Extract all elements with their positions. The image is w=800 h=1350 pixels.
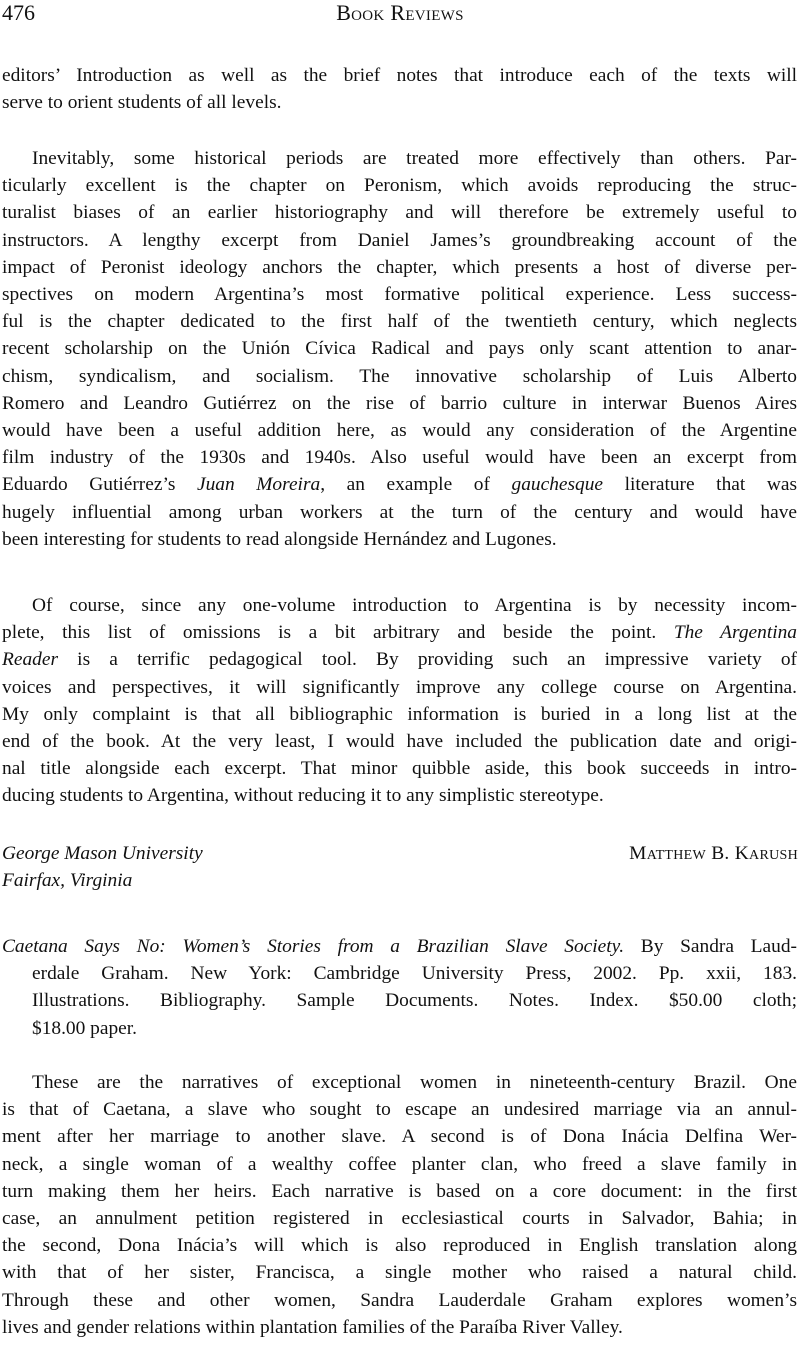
text-line: is that of Caetana, a slave who sought to escape an undesired marriage via an annul- [2, 1099, 797, 1121]
text-segment: literature that was [603, 474, 797, 496]
text-segment: plete, this list of omissions is a bit arbitrary and beside the point. [2, 622, 674, 644]
text-line: These are the narratives of exceptional women in nineteenth-century Brazil. One [32, 1072, 797, 1093]
text-line: spectives on modern Argentina’s most formative political experience. Less success- [2, 284, 797, 306]
text-line [2, 619, 797, 646]
text-line: Romero and Leandro Gutiérrez on the rise of barrio culture in interwar Buenos Aires [2, 392, 797, 414]
text-line: ticularly excellent is the chapter on Peronism, which avoids reproducing the struc- [2, 175, 797, 197]
text-line [2, 646, 797, 673]
text-line: case, an annulment petition registered in ecclesiastical courts in Salvador, Bahia; in [2, 1208, 797, 1230]
book-title-juan-moreira: Juan Moreira [197, 474, 321, 496]
text-line: ment after her marriage to another slave. A second is of Dona Inácia Delfina Wer- [2, 1126, 797, 1148]
text-line: ful is the chapter dedicated to the first half of the twentieth century, which neglects [2, 311, 797, 333]
page-header [0, 0, 800, 26]
text-line: ducing students to Argentina, without reducing it to any simplistic stereotype. [2, 785, 604, 807]
book-title-argentina-reader: The Argentina [673, 622, 798, 644]
text-line: would have been a useful addition here, as would any consideration of the Argentine [2, 420, 797, 442]
text-line: Inevitably, some historical periods are treated more effectively than others. Par- [32, 148, 797, 169]
review-paragraph-1 [2, 62, 797, 116]
reviewer-name: Matthew B. Karush [629, 843, 798, 864]
text-segment: Eduardo Gutiérrez’s [2, 474, 197, 496]
text-line: film industry of the 1930s and 1940s. Also useful would have been an excerpt from [2, 447, 797, 469]
text-line: turalist biases of an earlier historiography and will therefore be extremely useful to [2, 202, 797, 224]
text-line: Of course, since any one-volume introduction to Argentina is by necessity incom- [32, 595, 797, 616]
text-line: instructors. A lengthy excerpt from Daniel James’s groundbreaking account of the [2, 229, 797, 251]
text-line: Illustrations. Bibliography. Sample Documents. Notes. Index. $50.00 cloth; [32, 990, 797, 1012]
text-line: turn making them her heirs. Each narrative is based on a core document: in the first [2, 1180, 797, 1202]
book-title-argentina-reader-cont: Reader [2, 649, 58, 671]
term-gauchesque: gauchesque [511, 474, 604, 496]
book-citation [2, 933, 797, 1042]
text-line: $18.00 paper. [32, 1017, 138, 1039]
text-line: nal title alongside each excerpt. That minor quibble aside, this book succeeds in intro- [2, 758, 797, 780]
text-line: My only complaint is that all bibliographic information is buried in a long list at the [2, 703, 797, 725]
text-line: with that of her sister, Francisca, a single mother who raised a natural child. [2, 1262, 797, 1284]
text-line: recent scholarship on the Unión Cívica Radical and pays only scant attention to anar- [2, 338, 797, 360]
text-line: Through these and other women, Sandra Lauderdale Graham explores women’s [2, 1289, 797, 1311]
text-line: editors’ Introduction as well as the brief notes that introduce each of the texts will [2, 65, 797, 86]
text-line: been interesting for students to read alongside Hernández and Lugones. [2, 528, 557, 550]
text-line [2, 933, 797, 960]
text-segment: is a terrific pedagogical tool. By providing such an impressive variety of [58, 649, 797, 671]
text-line: lives and gender relations within plantation families of the Paraíba River Valley. [2, 1316, 623, 1338]
text-line: neck, a single woman of a wealthy coffee planter clan, who freed a slave family in [2, 1153, 797, 1175]
running-head: Book Reviews [336, 0, 464, 25]
text-line: erdale Graham. New York: Cambridge University Press, 2002. Pp. xxii, 183. [32, 963, 797, 985]
text-segment: By Sandra Laud- [624, 936, 797, 957]
review-paragraph-4 [2, 1069, 797, 1341]
review-paragraph-3 [2, 592, 797, 810]
review-paragraph-2 [2, 145, 797, 553]
text-line: hugely influential among urban workers at the turn of the century and would have [2, 501, 797, 523]
text-line: chism, syndicalism, and socialism. The innovative scholarship of Luis Alberto [2, 365, 797, 387]
text-line [2, 471, 797, 498]
book-title-caetana: Caetana Says No: Women’s Stories from a Brazilian Slave Society. [2, 936, 625, 957]
reviewer-institution: George Mason University [2, 843, 203, 864]
reviewer-location: Fairfax, Virginia [2, 870, 133, 891]
text-line: the second, Dona Inácia’s will which is also reproduced in English translation along [2, 1235, 797, 1257]
text-line: impact of Peronist ideology anchors the chapter, which presents a host of diverse per- [2, 256, 797, 278]
text-segment: , an example of [320, 474, 512, 496]
text-line: voices and perspectives, it will significantly improve any college course on Argentina. [2, 676, 797, 698]
text-line: end of the book. At the very least, I would have included the publication date and origi- [2, 731, 797, 753]
page-number: 476 [2, 0, 35, 25]
text-line: serve to orient students of all levels. [2, 92, 282, 114]
